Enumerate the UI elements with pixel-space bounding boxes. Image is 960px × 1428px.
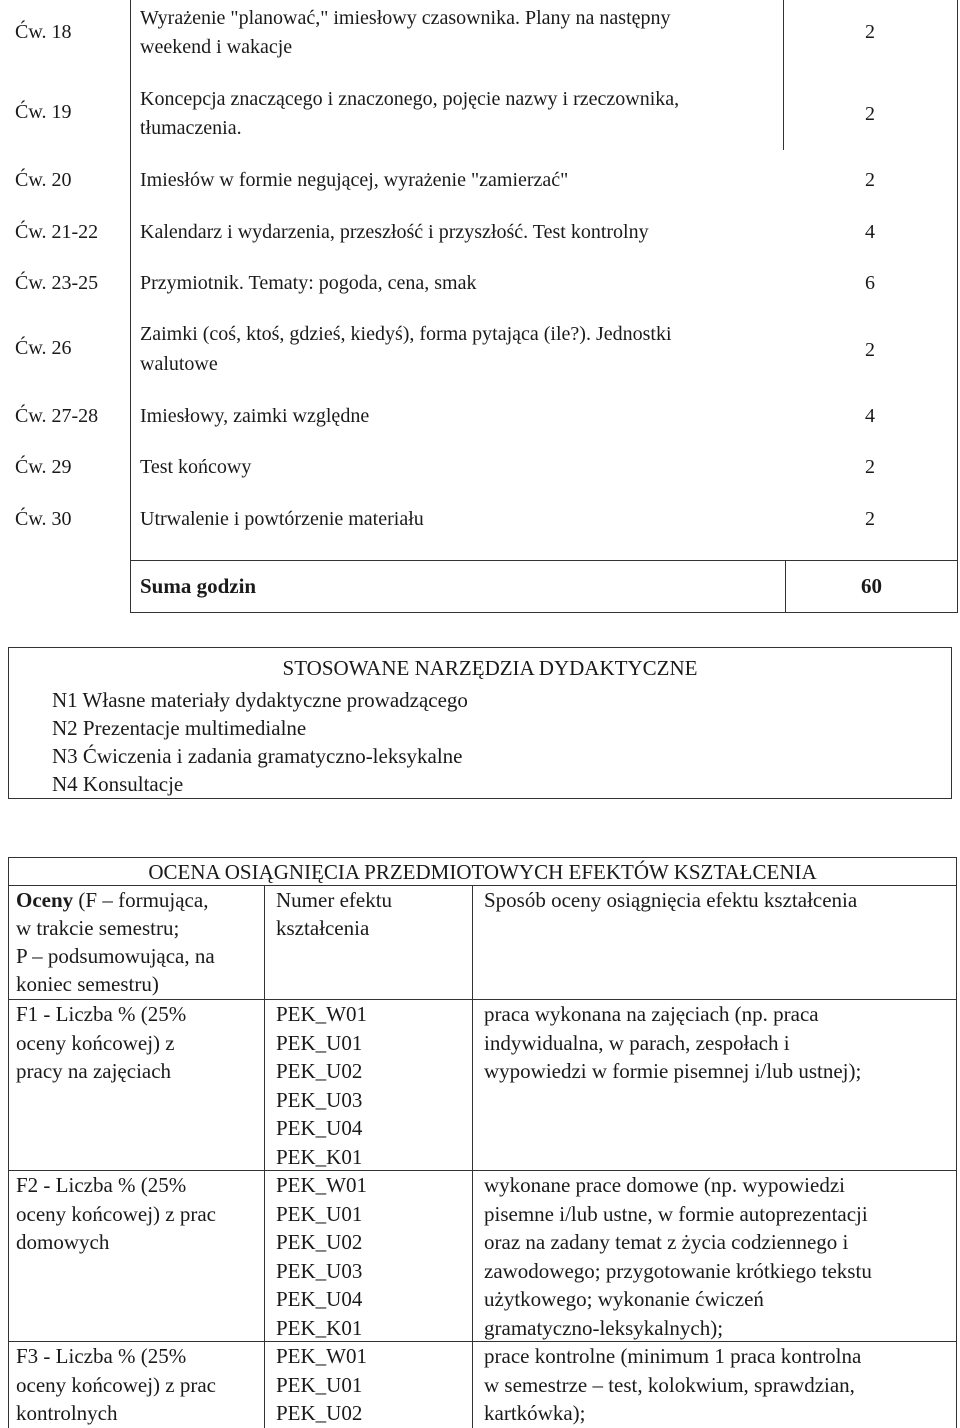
tool-item: N4 Konsultacje — [52, 772, 184, 796]
effect-code: PEK_U03 — [276, 1087, 363, 1112]
hours-value: 2 — [865, 508, 875, 530]
grades-header-line: P – podsumowująca, na — [16, 944, 215, 968]
hours-value: 2 — [865, 103, 875, 125]
tool-item: N1 Własne materiały dydaktyczne prowadzącego — [52, 688, 468, 712]
exercise-number: Ćw. 20 — [15, 169, 72, 191]
exercise-number: Ćw. 30 — [15, 508, 72, 530]
hours-value: 4 — [865, 405, 875, 427]
exercise-number: Ćw. 27-28 — [15, 405, 99, 427]
topic-text: Koncepcja znaczącego i znaczonego, pojęcie nazwy i rzeczownika, — [140, 88, 680, 110]
hours-value: 2 — [865, 21, 875, 43]
method-text: pisemne i/lub ustne, w formie autoprezentacji — [484, 1201, 868, 1226]
method-text: oraz na zadany temat z życia codziennego i — [484, 1230, 849, 1254]
method-text: indywidualna, w parach, zespołach i — [484, 1030, 790, 1055]
method-text: prace kontrolne (minimum 1 praca kontrolna — [484, 1344, 862, 1368]
effect-code: PEK_U02 — [276, 1230, 363, 1254]
exercise-number: Ćw. 26 — [15, 337, 72, 359]
effect-code: PEK_K01 — [276, 1144, 363, 1169]
grade-text: oceny końcowej) z — [16, 1030, 175, 1055]
effect-code: PEK_U04 — [276, 1116, 363, 1140]
topic-text: Utrwalenie i powtórzenie materiału — [140, 508, 424, 530]
topic-text: tłumaczenia. — [140, 117, 242, 139]
effect-code: PEK_U04 — [276, 1287, 363, 1311]
topic-text: Przymiotnik. Tematy: pogoda, cena, smak — [140, 272, 477, 294]
topic-text: weekend i wakacje — [140, 36, 293, 58]
hours-value: 2 — [865, 169, 875, 191]
tool-item: N3 Ćwiczenia i zadania gramatyczno-leksykalne — [52, 744, 463, 768]
effect-code: PEK_U02 — [276, 1059, 363, 1083]
grade-text: domowych — [16, 1230, 110, 1254]
topic-text: walutowe — [140, 353, 218, 375]
exercise-number: Ćw. 18 — [15, 21, 72, 43]
tools-heading: STOSOWANE NARZĘDZIA DYDAKTYCZNE — [282, 656, 698, 680]
effect-code: PEK_U01 — [276, 1372, 363, 1397]
grades-header-bold: Oceny — [16, 888, 74, 912]
hours-value: 6 — [865, 272, 875, 294]
method-header: Sposób oceny osiągnięcia efektu kształcenia — [484, 888, 858, 912]
topic-text: Test końcowy — [140, 456, 252, 478]
hours-value: 2 — [865, 456, 875, 478]
effects-header: kształcenia — [276, 916, 370, 940]
method-text: zawodowego; przygotowanie krótkiego tekstu — [484, 1258, 872, 1283]
method-text: użytkowego; wykonanie ćwiczeń — [484, 1287, 764, 1311]
method-text: gramatyczno-leksykalnych); — [484, 1315, 724, 1340]
grades-header-rest: (F – formująca, — [73, 888, 209, 912]
effect-code: PEK_U01 — [276, 1201, 363, 1226]
topic-text: Imiesłowy, zaimki względne — [140, 405, 370, 427]
exercise-number: Ćw. 19 — [15, 101, 72, 123]
grades-header-line: w trakcie semestru; — [16, 916, 180, 940]
grade-text: pracy na zajęciach — [16, 1059, 172, 1083]
grade-text: F2 - Liczba % (25% — [16, 1173, 187, 1197]
effect-code: PEK_W01 — [276, 1344, 367, 1368]
total-label: Suma godzin — [140, 574, 257, 598]
exercise-number: Ćw. 23-25 — [15, 272, 99, 294]
grade-text: F1 - Liczba % (25% — [16, 1002, 187, 1026]
effect-code: PEK_W01 — [276, 1173, 367, 1197]
grade-text: F3 - Liczba % (25% — [16, 1344, 187, 1368]
topic-text: Zaimki (coś, ktoś, gdzieś, kiedyś), forma pytająca (ile?). Jednostki — [140, 323, 672, 345]
exercise-number: Ćw. 29 — [15, 456, 72, 478]
effect-code: PEK_K01 — [276, 1315, 363, 1340]
grade-text: oceny końcowej) z prac — [16, 1372, 216, 1397]
method-text: kartkówka); — [484, 1401, 586, 1425]
method-text: wykonane prace domowe (np. wypowiedzi — [484, 1173, 845, 1197]
method-text: wypowiedzi w formie pisemnej i/lub ustnej); — [484, 1059, 862, 1083]
assessment-heading: OCENA OSIĄGNIĘCIA PRZEDMIOTOWYCH EFEKTÓW KSZTAŁCENIA — [148, 860, 817, 884]
effect-code: PEK_U01 — [276, 1030, 363, 1055]
hours-value: 2 — [865, 339, 875, 361]
effects-header: Numer efektu — [276, 888, 393, 912]
grades-header — [16, 886, 208, 914]
topic-text: Kalendarz i wydarzenia, przeszłość i przyszłość. Test kontrolny — [140, 221, 649, 243]
topic-text: Wyrażenie "planować," imiesłowy czasownika. Plany na następny — [140, 7, 671, 29]
grade-text: oceny końcowej) z prac — [16, 1201, 216, 1226]
grade-text: kontrolnych — [16, 1401, 118, 1425]
effect-code: PEK_W01 — [276, 1002, 367, 1026]
grades-header-line: koniec semestru) — [16, 972, 159, 996]
total-value: 60 — [861, 574, 882, 598]
method-text: praca wykonana na zajęciach (np. praca — [484, 1002, 819, 1026]
method-text: w semestrze – test, kolokwium, sprawdzian, — [484, 1372, 855, 1397]
effect-code: PEK_U02 — [276, 1401, 363, 1425]
tool-item: N2 Prezentacje multimedialne — [52, 716, 307, 740]
topic-text: Imiesłów w formie negującej, wyrażenie "zamierzać" — [140, 169, 569, 191]
hours-value: 4 — [865, 221, 875, 243]
effect-code: PEK_U03 — [276, 1258, 363, 1283]
exercise-number: Ćw. 21-22 — [15, 221, 99, 243]
